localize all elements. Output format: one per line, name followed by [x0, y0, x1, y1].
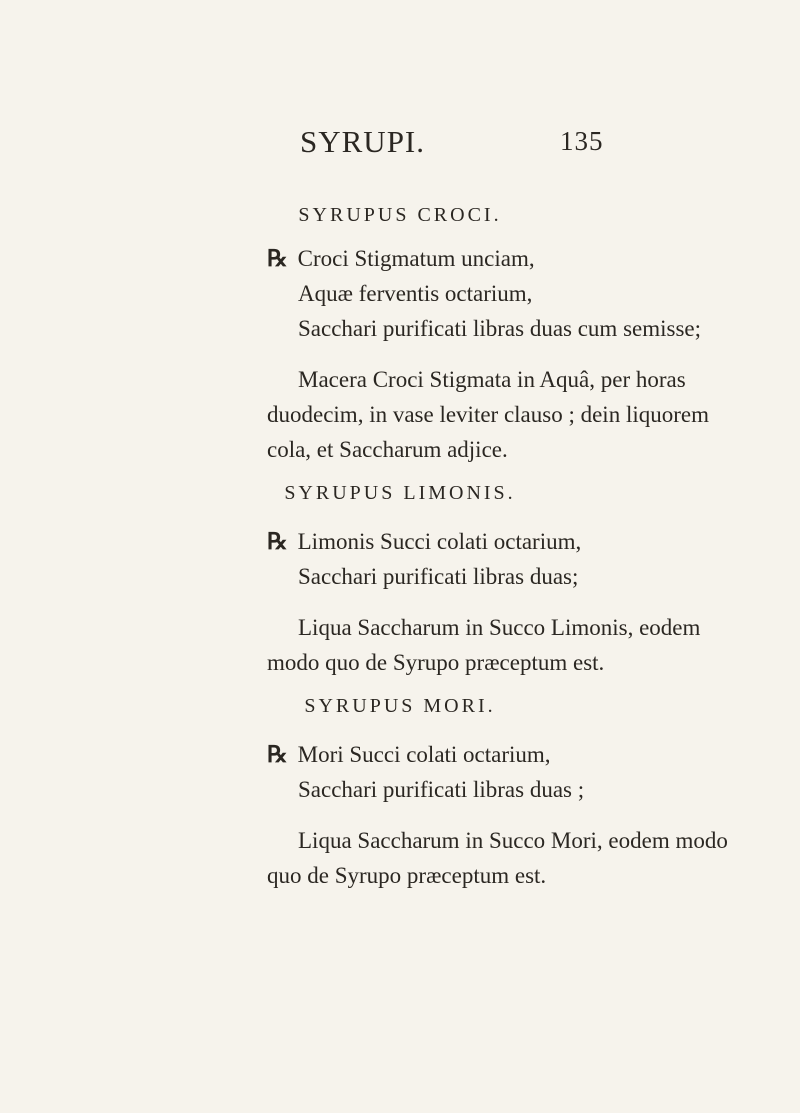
running-head-title: SYRUPI.: [300, 124, 426, 159]
recipe-symbol: ℞: [267, 529, 288, 554]
recipe-symbol: ℞: [267, 742, 288, 767]
method-line: cola, et Saccharum adjice.: [267, 437, 508, 462]
ingredient-line: Sacchari purificati libras duas;: [298, 564, 579, 589]
ingredient-line: ℞ Limonis Succi colati octarium,: [267, 529, 582, 554]
page-number: 135: [560, 126, 604, 156]
method-line: Macera Croci Stigmata in Aquâ, per horas: [298, 367, 686, 392]
recipe-symbol: ℞: [267, 246, 288, 271]
section-heading: SYRUPUS CROCI.: [298, 204, 502, 226]
method-line: modo quo de Syrupo præceptum est.: [267, 650, 605, 675]
method-line: duodecim, in vase leviter clauso ; dein liquorem: [267, 402, 709, 427]
ingredient-line: ℞ Croci Stigmatum unciam,: [267, 246, 535, 271]
section-heading: SYRUPUS LIMONIS.: [284, 482, 516, 504]
method-line: Liqua Saccharum in Succo Mori, eodem modo: [298, 828, 728, 853]
method-line: Liqua Saccharum in Succo Limonis, eodem: [298, 615, 701, 640]
method-line: quo de Syrupo præceptum est.: [267, 863, 547, 888]
ingredient-line: Sacchari purificati libras duas cum semisse;: [298, 316, 702, 341]
ingredient-line: Sacchari purificati libras duas ;: [298, 777, 585, 802]
ingredient-line: Aquæ ferventis octarium,: [298, 281, 533, 306]
ingredient-line: ℞ Mori Succi colati octarium,: [267, 742, 551, 767]
running-head: [0, 124, 800, 164]
section-heading: SYRUPUS MORI.: [304, 695, 496, 717]
